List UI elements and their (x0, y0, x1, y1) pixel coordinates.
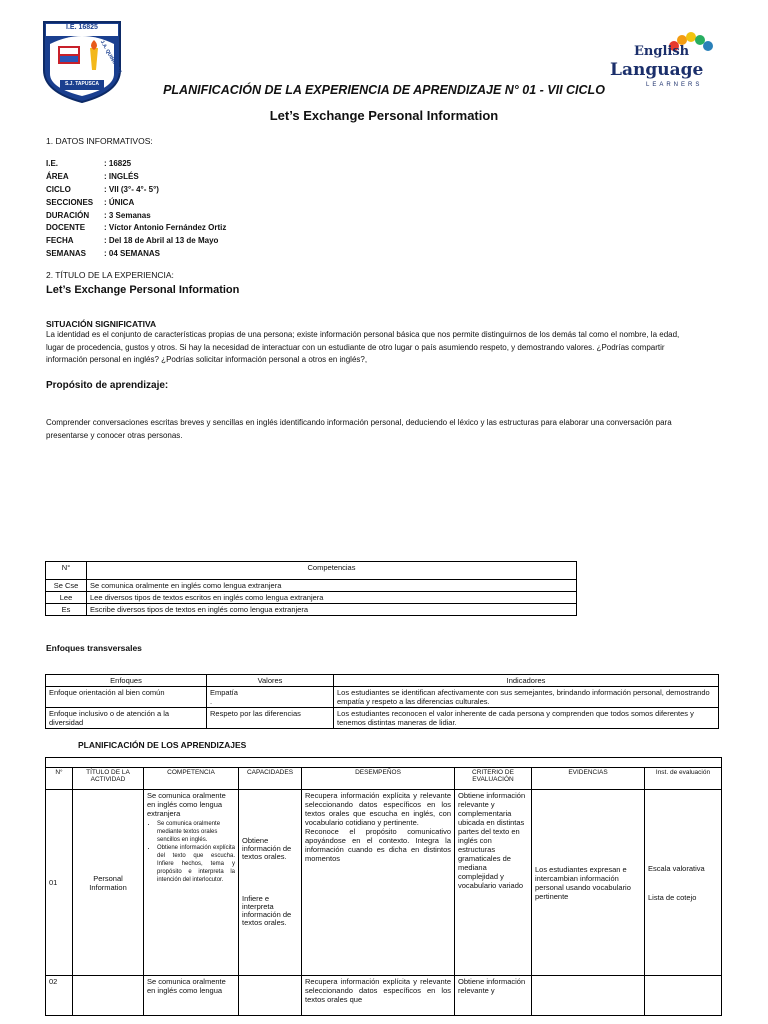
situacion-text: La identidad es el conjunto de características propias de una persona; existe información personal básica que nos permite distinguirnos de los demás tal como el nombre, la edad, lugar de procedencia, gustos y otros. Si hay la necesidad de interactuar con un estudiante de otro lugar o país asumiendo respeto, y demostrando valores. ¿Podrías compartir información personal en inglés? ¿Podrías solicitar información personal a otros en inglés?, (46, 330, 680, 364)
logo-english: English (634, 44, 690, 59)
school-logo-text: I.E. 16825 (66, 24, 98, 31)
table-row: Lee Lee diversos tipos de textos escritos en inglés como lengua extranjera (46, 592, 577, 604)
page-title: PLANIFICACIÓN DE LA EXPERIENCIA DE APRENDIZAJE N° 01 - VII CICLO (163, 83, 605, 97)
enfoques-table: Enfoques Valores Indicadores Enfoque orientación al bien común Empatía . Los estudiantes se identifican afectivamente con sus semejantes, brindando información personal, demostrando empatía y respeto a las diferencias culturales. Enfoque inclusivo o de atención a la diversidad Respeto por las diferencias Los estudiantes reconocen el valor inherente de cada persona y comprenden que todos somos diferentes y tenemos distintas maneras de lidiar. (45, 674, 719, 729)
logo-learners: LEARNERS (646, 82, 703, 88)
experience-title: Let’s Exchange Personal Information (46, 284, 240, 296)
table-row: Es Escribe diversos tipos de textos en inglés como lengua extranjera (46, 604, 577, 616)
page-subtitle: Let’s Exchange Personal Information (269, 108, 499, 123)
table-row: 02 Se comunica oralmente en inglés como lengua Recupera información explícita y relevante seleccionando datos específicos en los textos orales que Obtiene información relevante y (46, 976, 722, 1016)
situacion-heading: SITUACIÓN SIGNIFICATIVA (46, 319, 157, 329)
school-logo-arc: J.A. QUIÑONES (98, 39, 123, 75)
school-logo-bottom: S.J. TAPUSCA (64, 81, 100, 87)
competencias-table (45, 561, 577, 616)
proposito-heading: Propósito de aprendizaje: (46, 380, 169, 391)
titulo-heading: 2. TÍTULO DE LA EXPERIENCIA: (46, 270, 174, 280)
table-row: 01 Personal Information Se comunica oralmente en inglés como lengua extranjera • Se comunica oralmente mediante textos orales sencillos en inglés. • Obtiene información explícita del texto que escucha. Infiere hechos, tema y propósito e interpreta la intención del interlocutor. Obtiene información de textos orales. Infiere e interpreta información de textos orales. Recupera información explícita y relevante seleccionando datos específicos en los textos orales que escucha en inglés, con vocabulario cotidiano y pertinente. Reconoce el propósito comunicativo apoyándose en el contexto. Integra la información cuando es dicha en distintos momentos Obtiene información relevante y complementaria ubicada en distintas partes del texto en inglés con estructuras gramaticales de mediana complejidad y vocabulario variado Los estudiantes expresan e intercambian información personal usando vocabulario pertinente Escala valorativa Lista de cotejo (46, 790, 722, 976)
planificacion-heading: PLANIFICACIÓN DE LOS APRENDIZAJES (78, 740, 247, 750)
logo-language: Language (610, 60, 704, 80)
comp-header-competencias: Competencias (87, 562, 577, 580)
datos-heading: 1. DATOS INFORMATIVOS: (46, 136, 153, 146)
comp-header-n: N° (46, 562, 87, 580)
table-row: Se Cse Se comunica oralmente en inglés como lengua extranjera (46, 580, 577, 592)
table-row: Enfoque orientación al bien común Empatía . Los estudiantes se identifican afectivamente con sus semejantes, brindando información personal, demostrando empatía y respeto a las diferencias culturales. (46, 687, 719, 708)
proposito-text: Comprender conversaciones escritas breves y sencillas en inglés identificando información personal, deduciendo el léxico y las estructuras para elaborar una conversación para presentarse y conocer otras personas. (46, 418, 672, 440)
enfoques-heading: Enfoques transversales (46, 643, 142, 653)
planificacion-table: N° TÍTULO DE LA ACTIVIDAD COMPETENCIA CAPACIDADES DESEMPEÑOS CRITERIO DE EVALUACIÓN EVIDENCIAS Inst. de evaluación 01 Personal Information Se comunica oralmente en inglés como lengua extranjera • Se comunica oralmente mediante textos orales sencillos en inglés. • Obtiene información explícita del texto que escucha. Infiere hechos, tema y propósito e interpreta la intención del interlocutor. Obtiene información de textos orales. Infiere e interpreta información de textos orales. Recupera información explícita y relevante seleccionando datos específicos en los textos orales que escucha en inglés, con vocabulario cotidiano y pertinente. Reconoce el propósito comunicativo apoyándose en el contexto. Integra la información cuando es dicha en distintos momentos Obtiene información relevante y complementaria ubicada en distintas partes del texto en inglés con estructuras gramaticales de mediana complejidad y vocabulario variado Los estudiantes expresan e intercambian información personal usando vocabulario pertinente Escala valorativa Lista de cotejo 02 Se comunica oralmente en inglés como lengua Recupera información explícita y relevante seleccionando datos específicos en los textos orales que Obtiene información relevante y (45, 757, 722, 1016)
table-row: Enfoque inclusivo o de atención a la diversidad Respeto por las diferencias Los estudiantes reconocen el valor inherente de cada persona y comprenden que todos somos diferentes y tenemos distintas maneras de lidiar. (46, 708, 719, 729)
